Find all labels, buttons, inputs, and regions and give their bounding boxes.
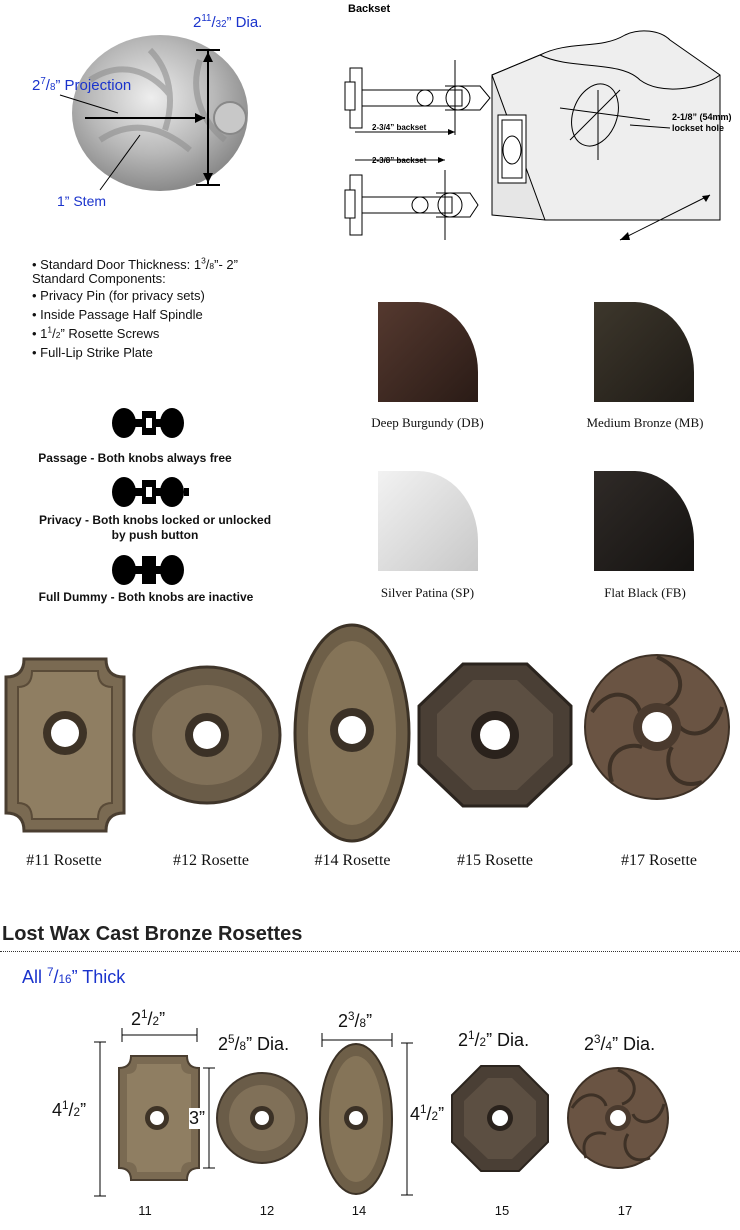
spec-item-screws: • $1^1/2$” Rosette Screws — [32, 324, 160, 341]
r14-width-label: $2^3/8$” — [338, 1010, 373, 1031]
backset-title: Backset — [348, 3, 391, 15]
finish-label: Flat Black (FB) — [604, 585, 686, 600]
r15-diameter-label: $2^1/2$” Dia. — [458, 1029, 530, 1050]
rosette-label: #14 Rosette — [314, 852, 391, 869]
r11-inner-label: 3” — [189, 1108, 206, 1128]
finish-swatch-medium-bronze — [594, 302, 694, 402]
rosette-label: #12 Rosette — [173, 852, 249, 869]
rosette-label: #11 Rosette — [26, 852, 102, 869]
finish-label: Medium Bronze (MB) — [586, 415, 704, 430]
finish-swatch-flat-black — [594, 471, 694, 571]
rosette-17-image — [582, 652, 732, 807]
passage-label: Passage - Both knobs always free — [38, 451, 232, 465]
specs-list — [32, 255, 238, 362]
passage-icon — [110, 403, 185, 448]
section-divider — [0, 951, 740, 952]
rosette-number: 17 — [617, 1203, 633, 1218]
components-title: Standard Components: — [32, 271, 166, 286]
spec-item: • Privacy Pin (for privacy sets) — [32, 288, 205, 303]
backset-drawing — [340, 20, 740, 270]
rosette-label: #15 Rosette — [457, 852, 533, 869]
rosette-number: 14 — [351, 1203, 367, 1218]
privacy-label: Privacy - Both knobs locked or unlocked by push button — [38, 513, 272, 542]
knob-diameter-label: $2^{11}/32$” Dia. — [193, 13, 263, 31]
spec-item: • Inside Passage Half Spindle — [32, 307, 203, 322]
thickness-label: All $^7$/16” Thick — [22, 966, 126, 987]
knob-image — [0, 0, 330, 240]
dummy-label: Full Dummy - Both knobs are inactive — [38, 590, 254, 604]
r11-width-label: $2^1/2$” — [131, 1008, 166, 1029]
r11-height-label: $4^1/2$” — [52, 1099, 87, 1120]
rosette-14-image — [292, 622, 412, 849]
finish-swatch-deep-burgundy — [378, 302, 478, 402]
rosette-11-image — [2, 655, 128, 840]
rosette-number: 15 — [494, 1203, 510, 1218]
rosette-12-image — [132, 665, 282, 810]
backset-diagram — [340, 20, 740, 270]
finish-swatch-silver-patina — [378, 471, 478, 571]
finish-label: Silver Patina (SP) — [380, 585, 475, 600]
door-thickness: • Standard Door Thickness: $1^3/8”-$ 2” — [32, 255, 238, 272]
spec-item: • Full-Lip Strike Plate — [32, 345, 153, 360]
dummy-icon — [110, 550, 185, 595]
rosette-number: 11 — [138, 1203, 152, 1218]
backset-short-label: 2-3/8” backset — [372, 156, 427, 165]
finish-label: Deep Burgundy (DB) — [371, 415, 484, 430]
knob-projection-label: $2^7/8$” Projection — [32, 76, 132, 94]
r12-diameter-label: $2^5/8$” Dia. — [218, 1033, 290, 1054]
knob-figure — [0, 0, 330, 240]
rosette-15-image — [415, 660, 575, 815]
section-heading: Lost Wax Cast Bronze Rosettes — [2, 923, 303, 945]
backset-long-label: 2-3/4” backset — [372, 123, 427, 132]
r17-diameter-label: $2^3/4$” Dia. — [584, 1033, 656, 1054]
rosette-number: 12 — [259, 1203, 275, 1218]
knob-stem-label: 1” Stem — [57, 193, 107, 209]
lockset-hole-label: 2-1/8” (54mm) lockset hole — [672, 112, 732, 133]
privacy-icon — [110, 472, 190, 517]
r14-height-label: $4^1/2$” — [410, 1103, 445, 1124]
rosette-label: #17 Rosette — [621, 852, 697, 869]
